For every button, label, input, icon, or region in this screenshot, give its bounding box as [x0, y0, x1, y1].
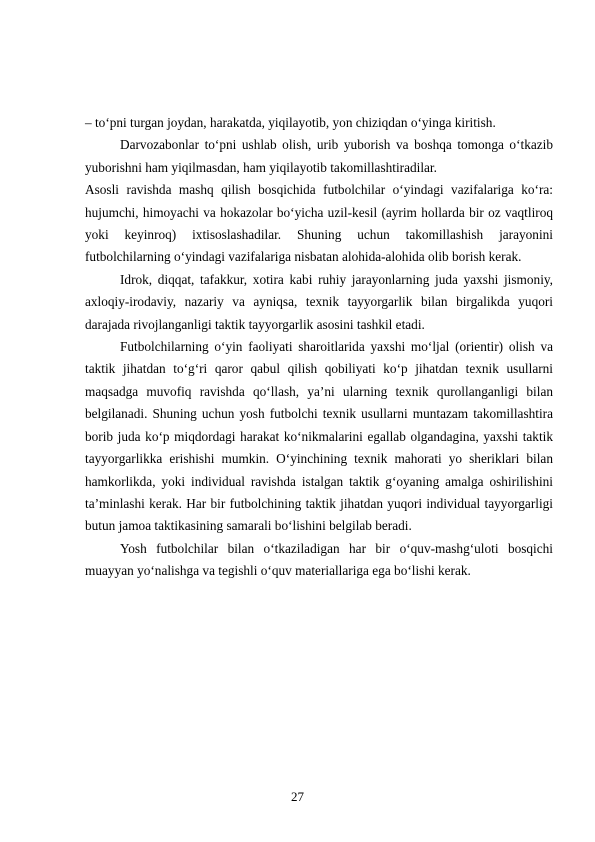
- page-number: 27: [291, 789, 304, 804]
- paragraph-6: Yosh futbolchilar bilan o‘tkaziladigan har bir o‘quv-mashg‘uloti bosqichi muayyan yo‘nalishga va tegishli o‘quv materiallariga ega bo‘lishi kerak.: [85, 540, 553, 579]
- paragraph-2: Darvozabonlar to‘pni ushlab olish, urib yuborish va boshqa tomonga o‘tkazib yuborishni ham yiqilmasdan, ham yiqilayotib takomillashtiradilar.: [85, 137, 553, 175]
- paragraph-5: Futbolchilarning o‘yin faoliyati sharoitlarida yaxshi mo‘ljal (orientir) olish va taktik jihatdan to‘g‘ri qaror qabul qilish qobiliyati ko‘p jihatdan texnik usullarni maqsadga muvofiq ravishda qo‘llash, ya’ni ularning texnik qurollanganligi bilan belgilanadi. Shuning uchun yosh futbolchi texnik usullarni muntazam takomillashtira borib juda ko‘p miqdordagi harakat ko‘nikmalarini egallab olgandagina, yaxshi taktik tayyorgarlikka erishishi mumkin. O‘yinchining texnik mahorati yo sheriklari bilan hamkorlikda, yoki individual ravishda istalgan taktik g‘oyaning amalga oshirilishini ta’minlashi kerak. Har bir futbolchining taktik jihatdan yuqori individual tayyorgarligi butun jamoa taktikasining samarali bo‘lishini belgilab beradi.: [85, 339, 553, 534]
- paragraph-4: Idrok, diqqat, tafakkur, xotira kabi ruhiy jarayonlarning juda yaxshi jismoniy, axloqiy-irodaviy, nazariy va ayniqsa, texnik tayyorgarlik bilan birgalikda yuqori darajada rivojlanganligi taktik tayyorgarlik asosini tashkil etadi.: [85, 271, 553, 332]
- paragraph-1: – to‘pni turgan joydan, harakatda, yiqilayotib, yon chiziqdan o‘yinga kiritish.: [85, 115, 496, 130]
- document-body: [85, 112, 553, 583]
- paragraph-3: Asosli ravishda mashq qilish bosqichida futbolchilar o‘yindagi vazifalariga ko‘ra: hujumchi, himoyachi va hokazolar bo‘yicha uzil-kesil (ayrim hollarda bir oz vaqtliroq yoki keyinroq) ixtisoslashadilar. Shuning uchun takomillashish jarayonini futbolchilarning o‘yindagi vazifalariga nisbatan alohida-alohida olib borish kerak.: [85, 182, 553, 265]
